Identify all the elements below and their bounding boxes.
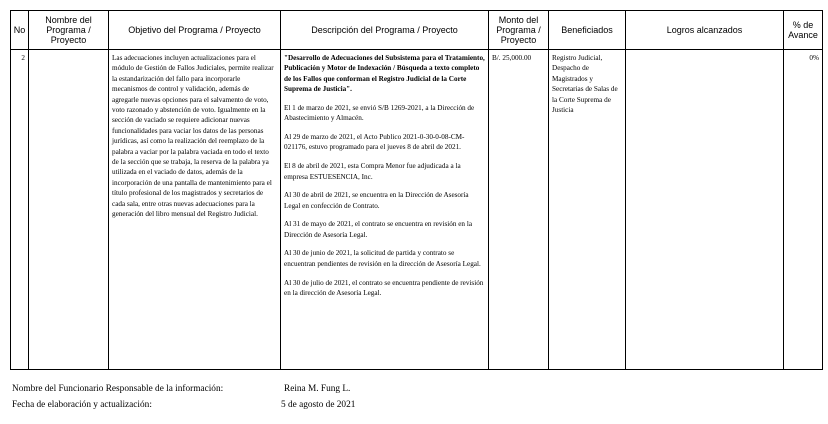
- header-no: No: [11, 11, 29, 50]
- header-objetivo: Objetivo del Programa / Proyecto: [109, 11, 281, 50]
- row-number: 2: [21, 54, 25, 62]
- fecha-value: 5 de agosto de 2021: [281, 400, 356, 410]
- description-entry: El 1 de marzo de 2021, se envió S/B 1269-2021, a la Dirección de Abastecimiento y Almacén.: [284, 103, 475, 123]
- header-logros: Logros alcanzados: [626, 11, 784, 50]
- program-beneficiaries: Registro Judicial, Despacho de Magistrados y Secretarias de Salas de la Corte Suprema de Justicia: [552, 54, 618, 115]
- cell-nombre: [29, 50, 109, 370]
- cell-descripcion: [281, 50, 489, 370]
- description-title: "Desarrollo de Adecuaciones del Subsistema para el Tratamiento, Publicación y Motor de Indexación / Búsqueda a texto completo de los Fallos que conforman el Registro Judicial de la Corte Suprema de Justicia".: [284, 54, 485, 94]
- program-objective: Las adecuaciones incluyen actualizaciones para el módulo de Gestión de Fallos Judiciales, permite realizar la estandarización del fallo para incorporarle mecanismos de control y validación, además de agregarle nuevas opciones para el salvamento de voto, voto razonado y abstención de voto. Igualmente en la sección de vaciado se requiere adicionar nuevas funcionalidades para vaciar los datos de las personas jurídicas, así como la realización del reemplazo de la palabra a vaciar por la palabra vaciada en todo el texto de la sección que se trabaja, la reserva de la palabra ya utilizada en el vaciado de datos, además de la incorporación de una pantalla de mantenimiento para el título profesional de los magistrados y secretarios de cada sala, entre otras nuevas adecuaciones para la generación del libro mensual del Registro Judicial.: [112, 54, 274, 219]
- program-table: [10, 10, 823, 370]
- header-avance: % de Avance: [784, 11, 823, 50]
- program-name: [29, 50, 108, 53]
- cell-avance: [784, 50, 823, 370]
- responsable-label: Nombre del Funcionario Responsable de la información:: [12, 384, 224, 394]
- cell-monto: [489, 50, 549, 370]
- description-entry: Al 30 de julio de 2021, el contrato se encuentra pendiente de revisión en la dirección de Asesoría Legal.: [284, 278, 484, 297]
- description-entry: Al 29 de marzo de 2021, el Acto Publico 2021-0-30-0-08-CM-021176, estuvo programado para el jueves 8 de abril de 2021.: [284, 133, 465, 152]
- program-amount: B/. 25,000.00: [492, 54, 532, 62]
- description-entry: El 8 de abril de 2021, esta Compra Menor fue adjudicada a la empresa ESTUESENCIA, Inc.: [284, 162, 461, 181]
- progress-percent: 0%: [809, 54, 819, 62]
- cell-beneficiados: [549, 50, 626, 370]
- header-row: [11, 11, 823, 50]
- header-descripcion: Descripción del Programa / Proyecto: [281, 11, 489, 50]
- header-beneficiados: Beneficiados: [549, 11, 626, 50]
- program-description: [281, 50, 488, 298]
- cell-no: [11, 50, 29, 370]
- description-entry: Al 30 de abril de 2021, se encuentra en la Dirección de Asesoría Legal en confección de Contrato.: [284, 191, 469, 210]
- fecha-label: Fecha de elaboración y actualización:: [12, 400, 152, 410]
- cell-objetivo: [109, 50, 281, 370]
- program-achievements: [626, 50, 783, 53]
- header-monto: Monto del Programa / Proyecto: [489, 11, 549, 50]
- responsable-value: Reina M. Fung L.: [284, 384, 351, 394]
- description-entry: Al 30 de junio de 2021, la solicitud de partida y contrato se encuentran pendientes de revisión en la dirección de Asesoría Legal.: [284, 249, 481, 268]
- header-nombre: Nombre del Programa / Proyecto: [29, 11, 109, 50]
- cell-logros: [626, 50, 784, 370]
- description-entry: Al 31 de mayo de 2021, el contrato se encuentra en revisión en la Dirección de Asesoría Legal.: [284, 220, 473, 239]
- table-row: [11, 50, 823, 370]
